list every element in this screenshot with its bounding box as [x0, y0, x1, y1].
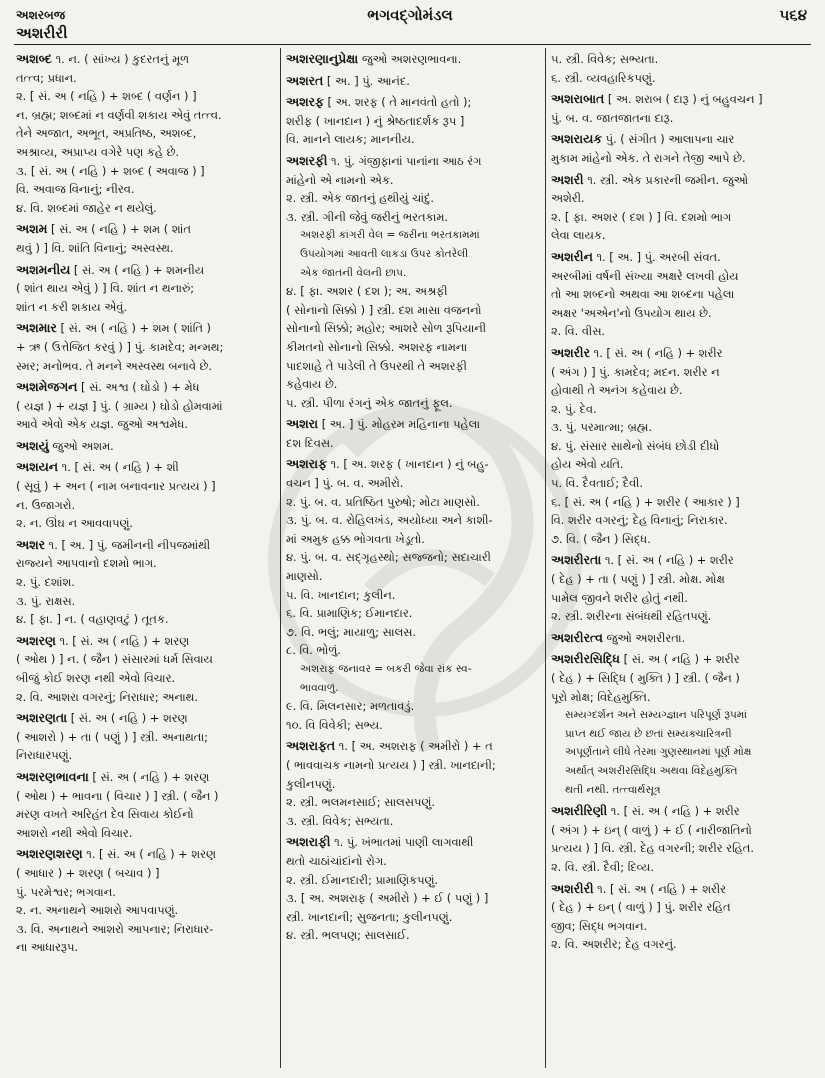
definition-line: ૩. પું. બ. વ. રોહિલખંડ, અયોધ્યા અને કાશી- — [286, 513, 493, 528]
definition-line: અશેરી. — [551, 191, 585, 206]
usage-example: એક જાતની વેલની છાપ. — [300, 266, 407, 279]
definition-line: ( અંગ ) + ઇન્ ( વાળું ) + ઈ ( નારીજાતિનો — [551, 822, 752, 837]
dictionary-entry — [551, 171, 811, 245]
dictionary-entry — [551, 248, 811, 341]
definition-text: [ સં. અ ( નહિ ) + શરણ — [70, 711, 188, 726]
definition-line: અશ્રાવ્ય, અપ્રાપ્ય વગેરે પણ કહે છે. — [16, 144, 179, 159]
usage-example: થતી નથી. તત્ત્વાર્થસૂત્ર — [565, 783, 661, 796]
definition-line: પૂરો મોક્ષ; વિદેહમુક્તિ. — [551, 689, 651, 704]
definition-line: ૪. સ્ત્રી. ભલપણ; સાલસાઈ. — [286, 928, 410, 943]
usage-example: પ્રાપ્ત થઈ જાય છે છતાં સમ્યક્ચારિત્રની — [565, 727, 732, 740]
definition-line: ( સૂવું ) + અન ( નામ બનાવનાર પ્રત્યય ) ] — [16, 479, 216, 494]
definition-line: ૯. વિ. મિલનસાર; મળતાવડું. — [286, 699, 415, 714]
definition-line: ( દેહ ) + સિદ્ધિ ( મુક્તિ ) ] સ્ત્રી. ( જૈન ) — [551, 671, 740, 685]
definition-text: [ અ. ] પું. મોહરમ મહિનાના પહેલા — [321, 417, 481, 432]
definition-line: ૨. ન. ઊંઘ ન આવવાપણું. — [16, 516, 134, 531]
column-2 — [286, 50, 538, 1070]
headword: અશરફ — [286, 94, 324, 110]
dictionary-entry — [286, 50, 538, 69]
headword: અશરણશરણ — [16, 846, 83, 862]
headword: અશરણાનુપ્રેક્ષા — [286, 51, 359, 66]
dictionary-entry — [286, 415, 538, 452]
definition-line: ૨. [ સં. અ ( નહિ ) + શબ્દ ( વર્ણન ) ] — [16, 89, 197, 104]
definition-line: પું. બ. વ. જાતજાતના દારૂ. — [551, 110, 674, 125]
definition-line: કહેવાય છે. — [286, 377, 338, 392]
definition-line: શાંત ન કરી શકાય એવું. — [16, 299, 127, 314]
definition-line: પાદશાહે તે પાડેલી તે ઉપરથી તે અશરફી — [286, 358, 467, 373]
usage-example: સમ્યગ્દર્શન અને સમ્યગ્જ્ઞાન પરિપૂર્ણ રૂપમાં — [565, 709, 747, 722]
definition-line: + ઋ ( ઉત્તેજિત કરવું ) ] પું. કામદેવ; મન્મથ; — [16, 339, 224, 354]
dictionary-entry — [16, 536, 274, 629]
definition-line: ૨. વિ. વીસ. — [551, 324, 606, 339]
definition-text: ૧. [ સં. અ ( નહિ ) + શરીર — [597, 881, 727, 896]
definition-line: મુકામ માંહેનો એક. તે રાગને તેજી આપે છે. — [551, 150, 746, 165]
dictionary-entry — [551, 130, 811, 167]
definition-line: કુલીનપણું. — [286, 776, 336, 791]
headword: અશરા — [286, 416, 319, 432]
definition-text: ૧. પું. ગંજીફાનાં પાનાંના આઠ રંગ — [331, 153, 482, 168]
definition-line: ( આશરો ) + તા ( પણું ) ] સ્ત્રી. અનાથતા; — [16, 729, 208, 744]
definition-line: ૭. વિ. ( જૈન ) સિદ્ધ. — [551, 531, 651, 546]
definition-line: ૬. સ્ત્રી. વ્યવહારિકપણું. — [551, 70, 656, 85]
dictionary-entry — [286, 93, 538, 149]
headword: અશમાર — [16, 320, 57, 336]
definition-line: ૨. પું. દેવ. — [551, 401, 597, 416]
guide-word-last: અશરીરી — [16, 24, 68, 42]
guide-words — [16, 6, 67, 42]
definition-line: થવું ) ] વિ. શાંતિ વિનાનું; અસ્વસ્થ. — [16, 240, 174, 255]
definition-line: અરબીમાં વર્ષની સંખ્યા અક્ષરે લખવી હોય — [551, 268, 739, 283]
dictionary-entry — [16, 458, 274, 532]
definition-text: જુઓ અશરણભાવના. — [361, 52, 462, 66]
usage-example: ઉપયોગમાં આવતી લાકડા ઉપર કોતરેલી — [300, 247, 469, 260]
definition-text: ૧. [ અ. શરફ ( ખાનદાન ) નું બહુ- — [330, 457, 489, 472]
definition-text: [ અ. શરફ ( તે માનવંતો હતો ); — [327, 95, 472, 110]
column-divider — [280, 48, 281, 1068]
definition-text: ૧. સ્ત્રી. એક પ્રકારની જમીન. જુઓ — [587, 172, 748, 187]
definition-text: ૫. સ્ત્રી. વિવેક; સભ્યતા. — [551, 52, 659, 66]
definition-line: ૨. સ્ત્રી. શરીરના સંબંધથી રહિતપણું. — [551, 609, 712, 624]
definition-text: ૧. [ સં. અ ( નહિ ) + શરણ — [59, 633, 190, 648]
definition-line: આશરો નથી એવો વિચાર. — [16, 825, 133, 840]
definition-line: માણસો. — [286, 569, 323, 584]
definition-line: લેવા લાયક. — [551, 228, 606, 243]
definition-text: જુઓ અશમ. — [52, 438, 114, 453]
headword: અશરાફ — [286, 456, 327, 472]
guide-word-first: અશરબજ — [16, 8, 66, 22]
definition-line: ૬. વિ. પ્રામાણિક; ઈમાનદાર. — [286, 606, 413, 621]
definition-line: નિરાધારપણું. — [16, 748, 73, 763]
column-1 — [16, 50, 274, 1070]
definition-text: પું. ( સંગીત ) આલાપના ચાર — [605, 132, 735, 147]
headword: અશરીરતા — [551, 552, 602, 568]
dictionary-entry — [551, 650, 811, 799]
headword: અશરીરી — [551, 880, 594, 896]
definition-line: માં અમુક હક્ક ભોગવતા ખેડૂતો. — [286, 531, 425, 546]
definition-text: જુઓ અશરીરતા. — [606, 630, 686, 645]
definition-line: ૩. [ અ. અશરાફ ( અમીરો ) + ઈ ( પણું ) ] — [286, 891, 489, 906]
definition-line: તત્ત્વ; પ્રધાન. — [16, 70, 77, 85]
usage-example: અપૂર્ણતાને લીધે તેરમા ગુણસ્થાનમાં પૂર્ણ મોક્ષ — [565, 746, 752, 759]
dictionary-entry — [16, 845, 274, 957]
definition-line: હોય એવો યતિ. — [551, 457, 624, 472]
definition-line: સોનાનો સિક્કો; મહોર; આશરે સોળ રૂપિયાની — [286, 321, 487, 336]
definition-line: થતો ચાઠાંચાંદાંનો રોગ. — [286, 853, 387, 868]
headword: અશરીરત્વ — [551, 629, 603, 645]
definition-line: ૨. સ્ત્રી. એક જાતનું હથીયું ચાંદું. — [286, 191, 434, 206]
definition-text: [ અ. શરાબ ( દારૂ ) નું બહુવચન ] — [607, 92, 763, 107]
definition-line: ૨. સ્ત્રી. ભલમનસાઈ; સાલસપણું. — [286, 795, 435, 810]
headword: અશરણતા — [16, 710, 68, 726]
definition-line: ૩. પું. રાક્ષસ. — [16, 593, 76, 608]
definition-text: ૧. [ અ. ] પું. અરબી સંવત. — [596, 249, 721, 264]
definition-line: ૨. [ ફા. અશર ( દશ ) ] વિ. દશમો ભાગ — [551, 209, 732, 224]
definition-line: ૨. પું. દશાંશ. — [16, 575, 75, 590]
headword: અશરણભાવના — [16, 768, 89, 784]
definition-line: ૪. [ ફા. ] ન. ( વહાણવટું ) તૂતક. — [16, 612, 169, 627]
headword: અશરાફી — [286, 834, 331, 850]
headword: અશરી — [551, 171, 584, 187]
dictionary-entry — [551, 802, 811, 876]
definition-line: અક્ષર 'અએન'નો ઉપયોગ થાય છે. — [551, 305, 712, 320]
dictionary-entry — [16, 709, 274, 765]
definition-line: પું. પરમેશ્વર; ભગવાન. — [16, 884, 116, 899]
definition-line: મરણ વખતે અરિહંત દેવ સિવાય કોઈનો — [16, 807, 194, 822]
definition-text: [ સં. અ ( નહિ ) + શમ ( શાંતિ ) — [60, 321, 211, 336]
headword: અશરાફત — [286, 738, 336, 754]
definition-line: સ્ત્રી. ખાનદાની; સુજનતા; કુલીનપણું. — [286, 909, 453, 924]
header-rule — [14, 44, 811, 45]
headword: અશયું — [16, 437, 49, 453]
definition-text: ૧. [ સં. અ ( નહિ ) + શરીર — [610, 804, 740, 819]
headword: અશરણ — [16, 632, 56, 648]
definition-line: ૫. સ્ત્રી. પીળા રંગનું એક જાતનું ફૂલ. — [286, 395, 453, 410]
headword: અશરીર — [551, 344, 590, 360]
column-3 — [551, 50, 811, 1070]
definition-line: શરીફ ( ખાનદાન ) નું શ્રેષ્ઠતાદર્શક રૂપ ] — [286, 113, 465, 128]
dictionary-entry — [16, 632, 274, 706]
definition-text: ૧. ન. ( સાંખ્ય ) કુદરતનું મૂળ — [55, 52, 190, 66]
definition-line: ૨. વિ. આશરા વગરનું; નિરાધાર; અનાથ. — [16, 689, 199, 704]
dictionary-entry — [16, 50, 274, 217]
definition-line: કીમતનો સોનાનો સિક્કો. અશરફ નામના — [286, 339, 468, 354]
dictionary-entry — [551, 50, 811, 87]
definition-text: [ સં. અ ( નહિ ) + શરણ — [92, 769, 210, 784]
definition-text: ૧. [ સં. અ ( નહિ ) + શરણ — [86, 847, 216, 862]
usage-example: ભાવવાળું. — [300, 681, 339, 694]
headword: અશરીરિણી — [551, 803, 608, 819]
dictionary-entry — [551, 629, 811, 648]
definition-line: ( ઓથ ) ] ન. ( જૈન ) સંસારમાં ધર્મ સિવાય — [16, 652, 213, 667]
definition-line: રાજ્યને આપવાનો દશમો ભાગ. — [16, 556, 157, 571]
headword: અશમનીય — [16, 261, 71, 277]
dictionary-entry — [286, 152, 538, 412]
definition-line: વિ. શરીર વગરનું; દેહ વિનાનું; નિરાકાર. — [551, 513, 728, 528]
definition-line: ના આધારરૂપ. — [16, 940, 78, 955]
dictionary-entry — [286, 72, 538, 91]
definition-line: બીજું કોઈ શરણ નથી એવો વિચાર. — [16, 671, 176, 685]
headword: અશરીન — [551, 248, 593, 264]
definition-line: ( આધાર ) + શરણ ( બચાવ ) ] — [16, 865, 160, 880]
dictionary-entry — [16, 319, 274, 375]
definition-text: ૧. [ અ. ] પું. જમીનની નીપજમાંથી — [48, 537, 211, 552]
definition-line: માંહેનો એ નામનો એક. — [286, 172, 394, 187]
definition-line: વિ. અવાજ વિનાનું; નીરવ. — [16, 182, 135, 197]
dictionary-entry — [551, 90, 811, 127]
definition-text: [ સં. અ ( નહિ ) + શરીર — [623, 652, 740, 667]
definition-line: પ્રત્યય ) ] વિ. સ્ત્રી. દેહ વગરની; શરીર રહિત. — [551, 841, 754, 856]
definition-line: વિ. માનને લાયક; માનનીય. — [286, 132, 415, 147]
definition-line: દશ દિવસ. — [286, 435, 334, 450]
definition-line: ૪. વિ. શબ્દમાં જાહેર ન થયેલું. — [16, 200, 157, 215]
definition-line: તો આ શબ્દનો અથવા આ શબ્દના પહેલા — [551, 287, 735, 302]
definition-line: ( અંગ ) ] પું. કામદેવ; મદન. શરીર ન — [551, 364, 720, 379]
headword: અશમ — [16, 221, 48, 237]
definition-line: પામેલ જીવને શરીર હોતું નથી. — [551, 590, 688, 605]
definition-line: ( દેહ ) + ઇન્ ( વાળું ) ] પું. શરીર રહિત — [551, 900, 731, 915]
definition-line: ૩. વિ. અનાથને આશરો આપનાર; નિરાધાર- — [16, 921, 214, 936]
definition-line: ન. બ્રહ્મ; શબ્દમાં ન વર્ણવી શકાય એવું તત્ત્વ. — [16, 107, 222, 122]
dictionary-entry — [16, 261, 274, 317]
dictionary-entry — [16, 378, 274, 434]
definition-text: ૧. [ સં. અ ( નહિ ) + શરીર — [604, 553, 734, 568]
definition-line: ૩. સ્ત્રી. વિવેક; સભ્યતા. — [286, 813, 394, 828]
definition-line: ૬. [ સં. અ ( નહિ ) + શરીર ( આકાર ) ] — [551, 494, 740, 509]
definition-text: [ સં. અ ( નહિ ) + શમ ( શાંત — [51, 222, 191, 237]
page-number: ૫૬૪ — [779, 6, 807, 24]
definition-line: ૭. વિ. ભલું; માયાળુ; સાલસ. — [286, 624, 417, 639]
dictionary-entry — [551, 880, 811, 954]
definition-line: ( ભાવવાચક નામનો પ્રત્યય ) ] સ્ત્રી. ખાનદાની; — [286, 757, 496, 772]
definition-line: ( ઓથ ) + ભાવના ( વિચાર ) ] સ્ત્રી. ( જૈન ) — [16, 788, 219, 803]
definition-line: ૫. વિ. દૈવતાઈ; દૈવી. — [551, 476, 644, 491]
dictionary-entry — [286, 737, 538, 830]
definition-line: ૨. વિ. અશરીર; દેહ વગરનું. — [551, 937, 677, 952]
definition-line: ૨. સ્ત્રી. ઈમાનદારી; પ્રામાણિકપણું. — [286, 872, 439, 887]
dictionary-entry — [16, 437, 274, 456]
definition-text: [ અ. ] પું. આનંદ. — [326, 73, 410, 88]
definition-text: ૧. પું. ખંભાતમાં પાણી લાગવાથી — [334, 835, 474, 850]
page-title: ભગવદ્ગોમંડલ — [367, 6, 453, 24]
definition-line: ૧૦. વિ વિવેકી; સભ્ય. — [286, 717, 383, 732]
definition-line: આવે એવો એક યજ્ઞ. જુઓ અશ્વમેધ. — [16, 417, 188, 432]
headword: અશરત — [286, 72, 324, 88]
definition-line: ૩. પું. પરમાત્મા; બ્રહ્મ. — [551, 420, 652, 435]
usage-example: અશરફી કાંગરી વેલ = જરીના ભરતકામમાં — [300, 229, 480, 242]
definition-line: જીવ; સિદ્ધ ભગવાન. — [551, 918, 648, 933]
definition-line: ૨. ન. અનાથને આશરો આપવાપણું. — [16, 903, 179, 918]
dictionary-entry — [551, 551, 811, 625]
headword: અશરફી — [286, 152, 328, 168]
headword: અશરાબાત — [551, 91, 605, 107]
headword: અશર — [16, 536, 46, 552]
dictionary-entry — [286, 833, 538, 945]
usage-example: અર્થાત્ અશરીરસિદ્ધિ અથવા વિદેહમુક્તિ — [565, 764, 738, 777]
definition-text: [ સં. અશ્વ ( ઘોડો ) + મેધ — [81, 380, 200, 395]
usage-example: અશરાફ જનાવર = બકરી જેવા રાંક સ્વ- — [300, 663, 472, 675]
definition-text: ૧. [ સં. અ ( નહિ ) + શી — [61, 460, 179, 475]
definition-line: તેને અજાત, અભૂત, અપ્રતિષ્ઠ, અશબ્દ, — [16, 126, 197, 141]
definition-line: ૪. પું. બ. વ. સદ્‌ગૃહસ્થો; સજ્જનો; સદાચારી — [286, 550, 491, 565]
definition-line: ( દેહ ) + તા ( પણું ) ] સ્ત્રી. મોક્ષ. મોક્ષ — [551, 572, 725, 587]
definition-line: વચન ] પું. બ. વ. અમીરો. — [286, 476, 404, 491]
definition-line: ( યજ્ઞ ) + યજ્ઞ ] પું. ( ગ્રામ્ય ) ઘોડો હોમવામાં — [16, 398, 223, 413]
dictionary-entry — [16, 220, 274, 257]
headword: અશબ્દ — [16, 51, 52, 66]
definition-line: ૪. પું. સંસાર સાથેનો સંબંધ છોડી દીધો — [551, 438, 720, 453]
dictionary-entry — [551, 344, 811, 549]
definition-line: ૩. સ્ત્રી. ગીની જેવું જરીનું ભરતકામ. — [286, 209, 449, 224]
headword: અશરીરસિદ્ધિ — [551, 651, 620, 667]
definition-line: ૪. [ ફા. અશર ( દશ ); અ. અશ્રફી — [286, 284, 448, 299]
dictionary-entry — [16, 768, 274, 842]
definition-line: સ્મર; મનોભવ. તે મનને અસ્વસ્થ બનાવે છે. — [16, 358, 212, 373]
definition-line: ૮. વિ. ભોળું. — [286, 643, 341, 658]
headword: અશરાયક — [551, 131, 602, 147]
dictionary-entry — [286, 455, 538, 734]
headword: અશમેજગન — [16, 379, 78, 395]
definition-line: ( શાંત થાય એવું ) ] વિ. શાંત ન થનારું; — [16, 281, 195, 296]
column-divider — [545, 48, 546, 1068]
headword: અશયન — [16, 459, 59, 475]
definition-line: ન. ઉજાગરો. — [16, 497, 76, 512]
definition-line: ૫. વિ. ખાનદાન; કુલીન. — [286, 587, 396, 602]
definition-line: હોવાથી તે અનંગ કહેવાય છે. — [551, 383, 683, 398]
definition-line: ( સોનાનો સિક્કો ) ] સ્ત્રી. દશ માસા વજનનો — [286, 302, 482, 317]
definition-text: ૧. [ સં. અ ( નહિ ) + શરીર — [593, 345, 723, 360]
definition-text: [ સં. અ ( નહિ ) + શમનીય — [73, 262, 205, 277]
definition-text: ૧. [ અ. અશરાફ ( અમીરો ) + ત — [338, 739, 493, 754]
definition-line: ૨. પું. બ. વ. પ્રતિષ્ઠિત પુરુષો; મોટા માણસો. — [286, 494, 480, 509]
definition-line: ૨. વિ. સ્ત્રી. દૈવી; દિવ્ય. — [551, 859, 655, 874]
definition-line: ૩. [ સં. અ ( નહિ ) + શબ્દ ( અવાજ ) ] — [16, 163, 205, 178]
